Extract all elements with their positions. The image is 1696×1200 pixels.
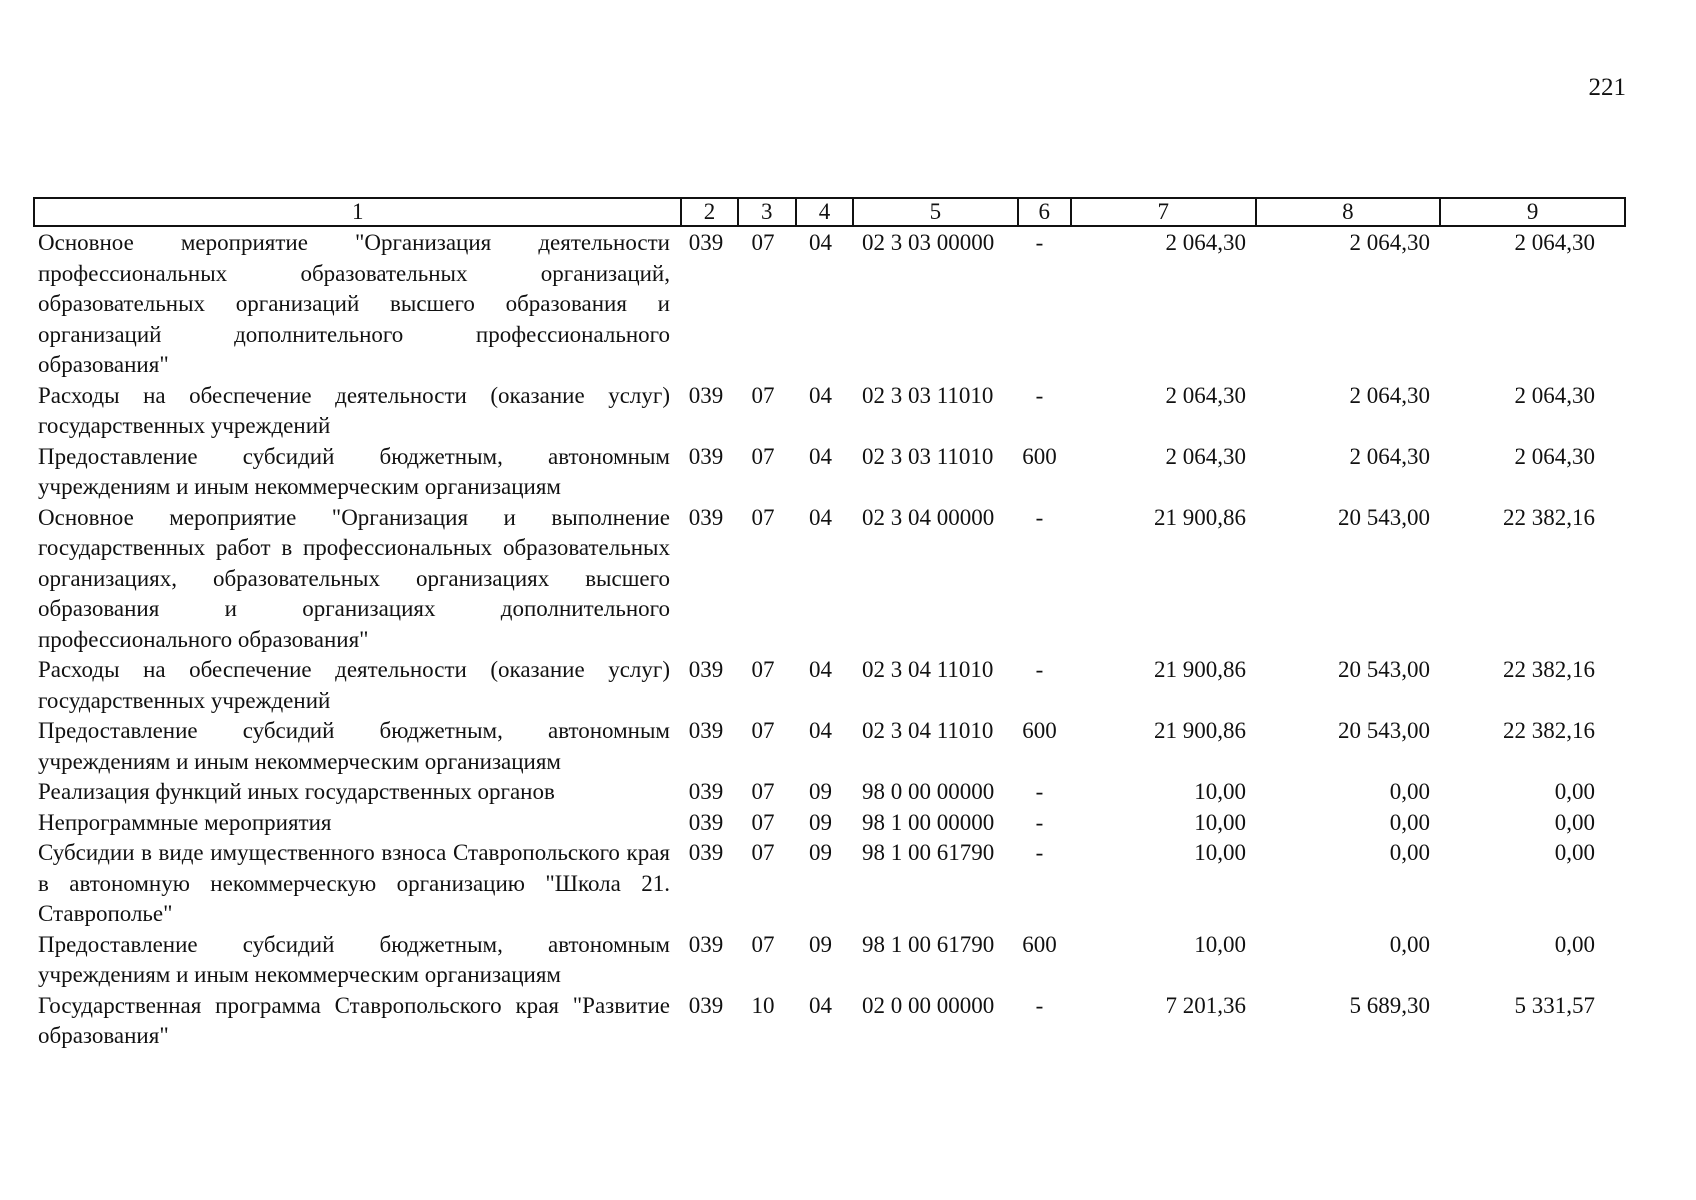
code-section: 07 <box>751 809 775 835</box>
table-row <box>33 777 1626 808</box>
code-expense-type: 600 <box>1022 718 1057 743</box>
code-subsection: 09 <box>809 809 832 835</box>
code-expense-type: - <box>1035 382 1044 408</box>
code-section: 07 <box>751 657 775 682</box>
amount-col7: 21 900,86 <box>1154 718 1246 743</box>
amount-col7: 10,00 <box>1194 931 1246 957</box>
code-subsection: 04 <box>809 504 832 530</box>
table-row <box>33 655 1626 716</box>
column-header-8: 8 <box>1256 198 1441 226</box>
amount-col9: 0,00 <box>1554 809 1595 835</box>
table-row <box>33 503 1626 656</box>
code-target: 02 3 04 11010 <box>862 657 994 682</box>
column-header-2: 2 <box>681 198 737 226</box>
table-row <box>33 808 1626 839</box>
code-target: 02 0 00 00000 <box>862 992 995 1018</box>
row-name: Предоставление субсидий бюджетным, автономным учреждениям и иным некоммерческим организациям <box>38 718 670 774</box>
code-target: 98 0 00 00000 <box>862 779 995 804</box>
code-ministry: 039 <box>688 504 724 530</box>
code-expense-type: - <box>1035 657 1044 682</box>
code-expense-type: - <box>1035 809 1044 835</box>
code-subsection: 09 <box>809 840 832 865</box>
row-name: Государственная программа Ставропольского края "Развитие образования" <box>38 992 670 1048</box>
code-section: 10 <box>751 992 775 1018</box>
row-name: Субсидии в виде имущественного взноса Ставропольского края в автономную некоммерческую организацию "Школа 21. Ставрополье" <box>38 840 670 926</box>
amount-col7: 10,00 <box>1194 809 1246 835</box>
code-expense-type: - <box>1035 840 1044 865</box>
row-name: Предоставление субсидий бюджетным, автономным учреждениям и иным некоммерческим организациям <box>38 931 670 987</box>
amount-col8: 2 064,30 <box>1349 382 1430 408</box>
code-subsection: 04 <box>809 718 832 743</box>
row-name: Реализация функций иных государственных органов <box>38 779 555 804</box>
amount-col9: 5 331,57 <box>1514 992 1595 1018</box>
table-row <box>33 442 1626 503</box>
code-section: 07 <box>751 443 775 469</box>
row-name: Предоставление субсидий бюджетным, автономным учреждениям и иным некоммерческим организациям <box>38 443 670 499</box>
code-subsection: 09 <box>809 931 832 957</box>
code-subsection: 04 <box>809 657 832 682</box>
code-section: 07 <box>751 840 775 865</box>
code-section: 07 <box>751 230 775 255</box>
table-row <box>33 381 1626 442</box>
amount-col8: 2 064,30 <box>1349 443 1430 469</box>
code-target: 02 3 03 11010 <box>862 443 994 469</box>
amount-col9: 0,00 <box>1554 840 1595 865</box>
code-expense-type: - <box>1035 779 1044 804</box>
code-subsection: 04 <box>809 992 832 1018</box>
amount-col7: 10,00 <box>1194 779 1246 804</box>
page-number: 221 <box>1588 74 1626 101</box>
amount-col7: 2 064,30 <box>1165 443 1246 469</box>
code-ministry: 039 <box>688 443 724 469</box>
amount-col9: 2 064,30 <box>1514 443 1595 469</box>
code-subsection: 04 <box>809 443 832 469</box>
amount-col7: 21 900,86 <box>1154 504 1246 530</box>
amount-col8: 5 689,30 <box>1349 992 1430 1018</box>
amount-col8: 2 064,30 <box>1349 230 1430 255</box>
column-header-1: 1 <box>34 198 681 226</box>
code-subsection: 04 <box>809 382 832 408</box>
amount-col8: 0,00 <box>1389 809 1430 835</box>
amount-col9: 0,00 <box>1554 931 1595 957</box>
code-ministry: 039 <box>688 931 724 957</box>
row-name: Основное мероприятие "Организация и выполнение государственных работ в профессиональных образовательных организациях, образовательных организациях высшего образования и организациях дополнительного профессионального образования" <box>38 504 670 652</box>
code-ministry: 039 <box>688 779 724 804</box>
code-expense-type: 600 <box>1022 931 1057 957</box>
amount-col8: 0,00 <box>1389 931 1430 957</box>
amount-col9: 22 382,16 <box>1503 718 1595 743</box>
row-name: Расходы на обеспечение деятельности (оказание услуг) государственных учреждений <box>38 382 670 438</box>
table-row <box>33 716 1626 777</box>
row-name: Расходы на обеспечение деятельности (оказание услуг) государственных учреждений <box>38 657 670 713</box>
amount-col7: 2 064,30 <box>1165 230 1246 255</box>
code-subsection: 04 <box>809 230 832 255</box>
table-row <box>33 991 1626 1052</box>
amount-col8: 20 543,00 <box>1338 657 1430 682</box>
table-row <box>33 930 1626 991</box>
column-header-6: 6 <box>1018 198 1071 226</box>
code-ministry: 039 <box>688 992 724 1018</box>
code-target: 02 3 03 00000 <box>862 230 995 255</box>
code-section: 07 <box>751 382 775 408</box>
column-header-9: 9 <box>1440 198 1625 226</box>
code-ministry: 039 <box>688 382 724 408</box>
amount-col9: 22 382,16 <box>1503 504 1595 530</box>
amount-col7: 7 201,36 <box>1165 992 1246 1018</box>
code-target: 02 3 04 11010 <box>862 718 994 743</box>
code-section: 07 <box>751 504 775 530</box>
code-ministry: 039 <box>688 809 724 835</box>
code-ministry: 039 <box>688 230 724 255</box>
amount-col8: 20 543,00 <box>1338 718 1430 743</box>
code-target: 02 3 03 11010 <box>862 382 994 408</box>
amount-col9: 0,00 <box>1554 779 1595 804</box>
amount-col7: 2 064,30 <box>1165 382 1246 408</box>
code-target: 98 1 00 00000 <box>862 809 995 835</box>
code-target: 02 3 04 00000 <box>862 504 995 530</box>
code-target: 98 1 00 61790 <box>862 840 995 865</box>
code-section: 07 <box>751 718 775 743</box>
amount-col9: 22 382,16 <box>1503 657 1595 682</box>
amount-col8: 0,00 <box>1389 779 1430 804</box>
amount-col8: 0,00 <box>1389 840 1430 865</box>
table-row <box>33 228 1626 381</box>
code-target: 98 1 00 61790 <box>862 931 995 957</box>
code-ministry: 039 <box>688 657 724 682</box>
code-subsection: 09 <box>809 779 832 804</box>
column-header-row <box>33 197 1626 227</box>
column-header-3: 3 <box>738 198 796 226</box>
row-name: Непрограммные мероприятия <box>38 809 332 835</box>
column-header-7: 7 <box>1071 198 1256 226</box>
code-section: 07 <box>751 779 775 804</box>
row-name: Основное мероприятие "Организация деятельности профессиональных образовательных организаций, образовательных организаций высшего образования и организаций дополнительного профессионального образования" <box>38 230 670 377</box>
code-expense-type: 600 <box>1022 443 1057 469</box>
code-expense-type: - <box>1035 504 1044 530</box>
amount-col7: 10,00 <box>1194 840 1246 865</box>
code-expense-type: - <box>1035 230 1044 255</box>
code-expense-type: - <box>1035 992 1044 1018</box>
code-ministry: 039 <box>688 718 724 743</box>
code-section: 07 <box>751 931 775 957</box>
amount-col7: 21 900,86 <box>1154 657 1246 682</box>
table-row <box>33 838 1626 930</box>
amount-col9: 2 064,30 <box>1514 230 1595 255</box>
budget-table-body <box>33 228 1626 1052</box>
column-header-5: 5 <box>853 198 1018 226</box>
amount-col8: 20 543,00 <box>1338 504 1430 530</box>
code-ministry: 039 <box>688 840 724 865</box>
column-header-4: 4 <box>796 198 853 226</box>
amount-col9: 2 064,30 <box>1514 382 1595 408</box>
